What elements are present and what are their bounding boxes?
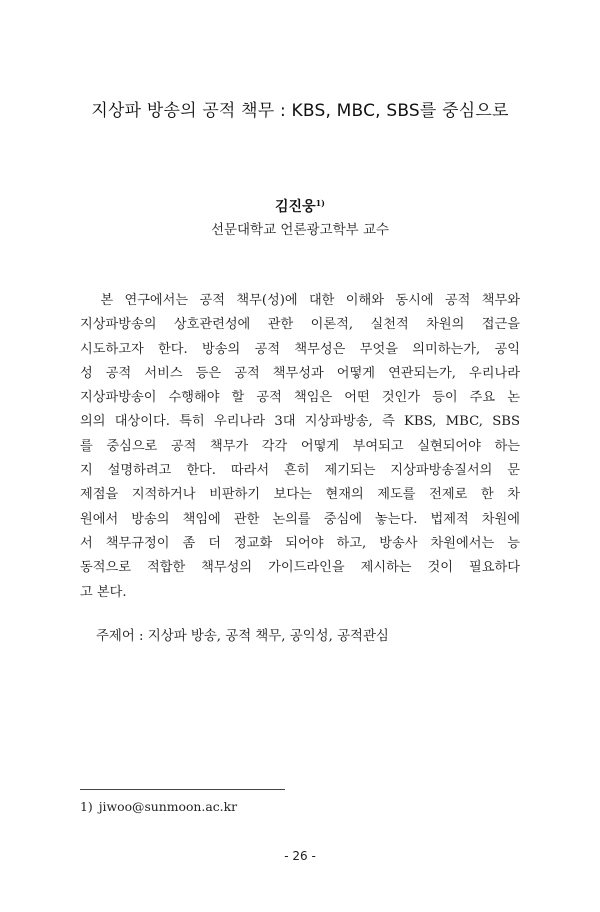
keywords <box>96 625 389 644</box>
abstract-line: 지 설명하려고 한다. 따라서 흔히 제기되는 지상파방송질서의 문 <box>80 463 520 479</box>
page-number: - 26 - <box>284 849 316 863</box>
abstract-line: 동적으로 적합한 책무성의 가이드라인을 제시하는 것이 필요하다 <box>80 560 520 576</box>
abstract-line: 본 연구에서는 공적 책무(성)에 대한 이해와 동시에 공적 책무와 <box>80 293 520 308</box>
abstract-line: 고 본다. <box>80 584 127 600</box>
abstract-line: 를 중심으로 공적 책무가 각각 어떻게 부여되고 실현되어야 하는 <box>80 438 520 454</box>
footnote <box>80 799 237 814</box>
author-affiliation: 선문대학교 언론광고학부 교수 <box>210 222 390 238</box>
paper-title: 지상파 방송의 공적 책무 : KBS, MBC, SBS를 중심으로 <box>91 101 509 121</box>
abstract-line: 서 책무규정이 좀 더 정교화 되어야 하고, 방송사 차원에서는 능 <box>80 535 520 551</box>
abstract-line: 제점을 지적하거나 비판하기 보다는 현재의 제도를 전제로 한 차 <box>80 487 520 503</box>
footnote-email[interactable]: jiwoo@sunmoon.ac.kr <box>98 799 238 814</box>
footnote-divider <box>80 789 285 790</box>
abstract-line: 시도하고자 한다. 방송의 공적 책무성은 무엇을 의미하는가, 공익 <box>80 341 520 357</box>
abstract-line: 성 공적 서비스 등은 공적 책무성과 어떻게 연관되는가, 우리나라 <box>80 365 520 381</box>
abstract-line: 원에서 방송의 책임에 관한 논의를 중심에 놓는다. 법제적 차원에 <box>80 511 520 527</box>
author-footnote-marker[interactable]: 1) <box>315 198 325 208</box>
abstract-line: 지상파방송의 상호관련성에 관한 이론적, 실천적 차원의 접근을 <box>80 317 520 333</box>
footnote-number: 1) <box>80 799 93 814</box>
abstract-line: 의의 대상이다. 특히 우리나라 3대 지상파방송, 즉 KBS, MBC, SBS <box>80 414 520 430</box>
abstract-line: 지상파방송이 수행해야 할 공적 책임은 어떤 것인가 등이 주요 논 <box>80 390 520 406</box>
keywords-label: 주제어 : <box>96 629 144 644</box>
abstract <box>80 289 520 605</box>
keywords-text: 지상파 방송, 공적 책무, 공익성, 공적관심 <box>147 629 389 644</box>
author-name-text: 김진웅 <box>275 199 316 215</box>
author-name <box>0 196 600 216</box>
